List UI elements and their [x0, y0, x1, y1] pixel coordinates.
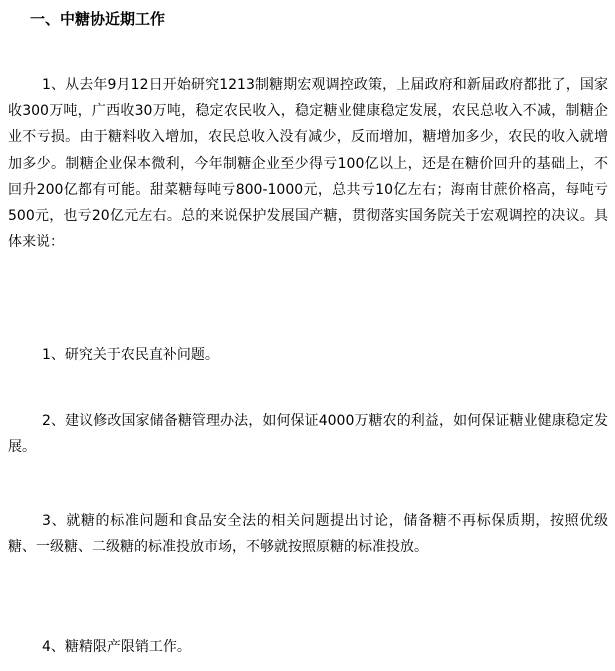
- paragraph-item-4: 4、糖精限产限销工作。: [42, 639, 191, 655]
- section-heading: 一、中糖协近期工作: [30, 10, 166, 28]
- paragraph-policy-overview: 1、从去年9月12日开始研究1213制糖期宏观调控政策，上届政府和新届政府都批了，国家收300万吨，广西收30万吨，稳定农民收入，稳定糖业健康稳定发展，农民总收入不减，制糖企业不亏损。由于糖料收入增加，农民总收入没有减少，反而增加，糖增加多少，农民的收入就增加多少。制糖企业保本微利，今年制糖企业至少得亏100亿以上，还是在糖价回升的基础上，不回升200亿都有可能。甜菜糖每吨亏800-1000元，总共亏10亿左右；海南甘蔗价格高，每吨亏500元，也亏20亿元左右。总的来说保护发展国产糖，贯彻落实国务院关于宏观调控的决议。具体来说：: [8, 77, 608, 251]
- paragraph-item-3: 3、就糖的标准问题和食品安全法的相关问题提出讨论，储备糖不再标保质期，按照优级糖、一级糖、二级糖的标准投放市场，不够就按照原糖的标准投放。: [8, 513, 608, 556]
- paragraph-item-1: 1、研究关于农民直补问题。: [42, 347, 219, 363]
- paragraph-item-2: 2、建议修改国家储备糖管理办法，如何保证4000万糖农的利益，如何保证糖业健康稳定发展。: [8, 413, 608, 456]
